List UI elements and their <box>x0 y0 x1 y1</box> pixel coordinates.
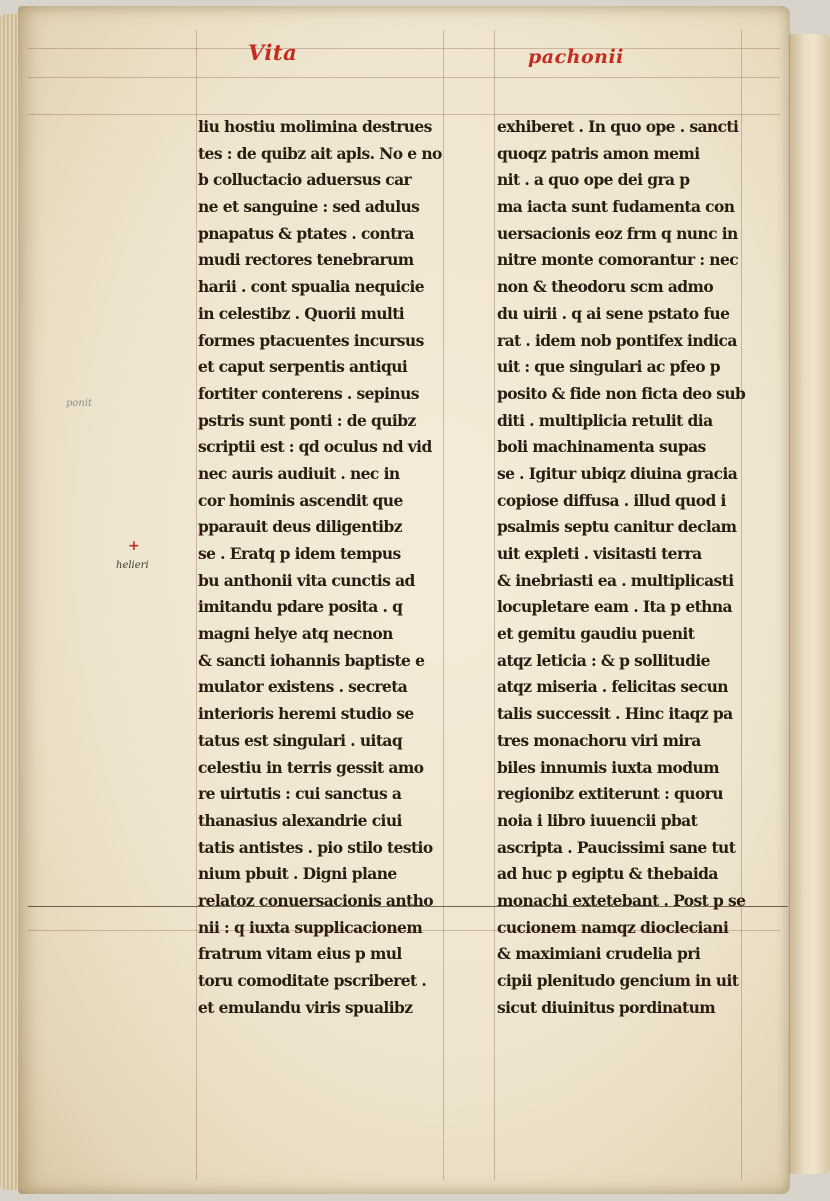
text-line: toru comoditate pscriberet . <box>198 971 427 990</box>
text-line: cor hominis ascendit que <box>198 490 403 510</box>
text-line: boli machinamenta supas <box>497 437 706 457</box>
text-line: formes ptacuentes incursus <box>198 330 424 350</box>
text-line: b colluctacio aduersus car <box>198 170 412 190</box>
text-line: nii : q iuxta supplicacionem <box>198 917 423 937</box>
text-line: relatoz conuersacionis antho <box>198 890 433 910</box>
text-line: sicut diuinitus pordinatum <box>497 997 716 1017</box>
text-line: imitandu pdare posita . q <box>198 597 403 617</box>
top-rule <box>28 48 780 49</box>
text-line: atqz miseria . felicitas secun <box>497 677 728 697</box>
text-line: cipii plenitudo gencium in uit <box>497 971 739 990</box>
margin-note-helieri: helieri <box>116 560 149 571</box>
right-col-rule-a <box>494 30 495 1180</box>
text-line: mulator existens . secreta <box>198 677 408 697</box>
text-line: posito & fide non ficta deo sub <box>497 383 746 403</box>
text-line: nitre monte comorantur : nec <box>497 250 739 270</box>
running-head-right: pachonii <box>528 46 624 68</box>
text-line: rat . idem nob pontifex indica <box>497 330 737 350</box>
text-line: pstris sunt ponti : de quibz <box>198 410 416 430</box>
text-line: pparauit deus diligentibz <box>198 517 402 537</box>
text-line: bu anthonii vita cunctis ad <box>198 570 415 590</box>
header-rule <box>28 77 780 78</box>
text-line: et caput serpentis antiqui <box>198 357 408 377</box>
text-line: uit expleti . visitasti terra <box>497 544 702 563</box>
text-line: exhiberet . In quo ope . sancti <box>497 117 739 136</box>
next-page-edge <box>789 34 830 1174</box>
text-line: nium pbuit . Digni plane <box>198 864 397 884</box>
text-line: mudi rectores tenebrarum <box>198 250 414 270</box>
text-line: tres monachoru viri mira <box>497 730 701 750</box>
text-line: et gemitu gaudiu puenit <box>497 624 695 644</box>
text-line: uit : que singulari ac pfeo p <box>497 357 720 377</box>
margin-note-ponit: ponit <box>66 398 93 409</box>
text-line: liu hostiu molimina destrues <box>198 117 432 136</box>
text-line: harii . cont spualia nequicie <box>198 277 425 297</box>
text-line: pnapatus & ptates . contra <box>198 223 414 243</box>
text-line: ascripta . Paucissimi sane tut <box>497 837 736 857</box>
text-line: atqz leticia : & p sollitudie <box>497 650 710 670</box>
text-line: copiose diffusa . illud quod i <box>497 490 726 510</box>
text-line: tes : de quibz ait apls. No e no <box>198 143 442 163</box>
text-line: in celestibz . Quorii multi <box>198 303 405 323</box>
text-line: scriptii est : qd oculus nd vid <box>198 437 432 457</box>
text-line: diti . multiplicia retulit dia <box>497 410 713 430</box>
margin-cross-mark: + <box>128 538 140 554</box>
running-head-left: Vita <box>248 40 298 65</box>
text-line: ma iacta sunt fudamenta con <box>497 197 735 217</box>
text-line: thanasius alexandrie ciui <box>198 810 402 830</box>
text-line: psalmis septu canitur declam <box>497 517 737 537</box>
text-line: ad huc p egiptu & thebaida <box>497 864 718 884</box>
text-line: biles innumis iuxta modum <box>497 757 719 777</box>
text-column-left <box>198 114 456 1021</box>
text-line: non & theodoru scm admo <box>497 277 714 297</box>
text-line: nit . a quo ope dei gra p <box>497 170 690 190</box>
text-line: & inebriasti ea . multiplicasti <box>497 570 734 590</box>
text-line: du uirii . q ai sene pstato fue <box>497 303 730 323</box>
text-line: & maximiani crudelia pri <box>497 944 701 964</box>
text-line: celestiu in terris gessit amo <box>198 757 424 777</box>
text-line: & sancti iohannis baptiste e <box>198 650 425 670</box>
text-line: ne et sanguine : sed adulus <box>198 197 420 217</box>
text-line: se . Eratq p idem tempus <box>198 544 401 563</box>
text-line: re uirtutis : cui sanctus a <box>198 784 402 804</box>
text-line: fortiter conterens . sepinus <box>198 383 419 403</box>
text-line: uersacionis eoz frm q nunc in <box>497 223 738 243</box>
text-line: se . Igitur ubiqz diuina gracia <box>497 463 738 483</box>
left-col-rule-a <box>196 30 197 1180</box>
text-line: tatis antistes . pio stilo testio <box>198 837 433 857</box>
text-line: et emulandu viris spualibz <box>198 997 413 1017</box>
text-line: monachi extetebant . Post p se <box>497 890 746 910</box>
text-line: quoqz patris amon memi <box>497 143 700 163</box>
text-line: talis successit . Hinc itaqz pa <box>497 704 733 724</box>
text-line: interioris heremi studio se <box>198 704 414 724</box>
text-line: locupletare eam . Ita p ethna <box>497 597 732 617</box>
text-line: magni helye atq necnon <box>198 624 393 644</box>
text-column-right <box>497 114 761 1021</box>
text-line: fratrum vitam eius p mul <box>198 944 402 964</box>
text-line: noia i libro iuuencii pbat <box>497 810 698 830</box>
text-line: cucionem namqz diocleciani <box>497 917 729 937</box>
text-line: nec auris audiuit . nec in <box>198 463 400 483</box>
text-line: regionibz extiterunt : quoru <box>497 784 723 804</box>
text-line: tatus est singulari . uitaq <box>198 730 403 750</box>
